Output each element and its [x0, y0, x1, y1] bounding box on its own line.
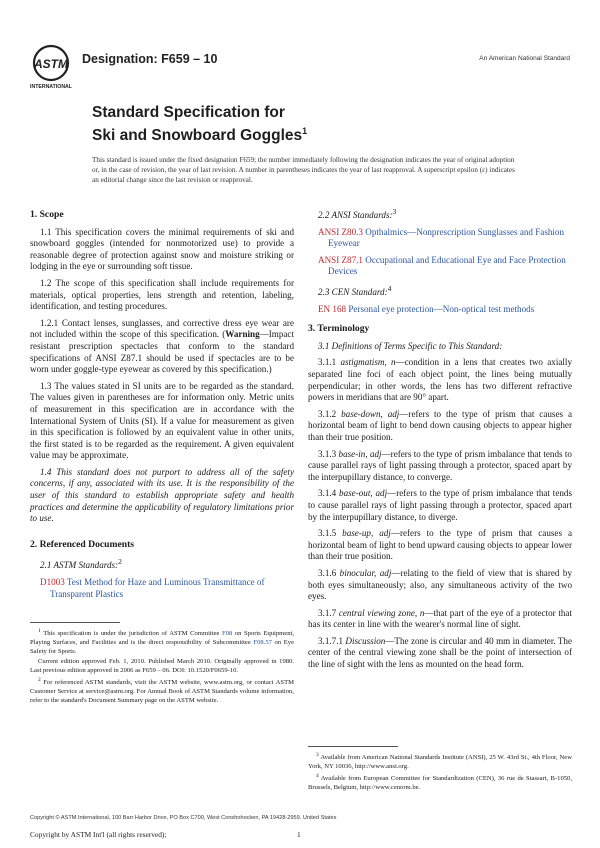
term-base-down: 3.1.2 base-down, adj—refers to the type of prism that causes a horizontal beam of light to bend down causing objects to appear higher than their true position.	[308, 408, 572, 442]
footnote-1: $^1$ This specification is under the jurisdiction of ASTM Committee F08 on Sports Equipment, Playing Surfaces, and Facilities and is the direct responsibility of Subcommittee F08.57 on Eye Safety for Sports.	[30, 628, 295, 656]
link-d1003-title[interactable]: Test Method for Haze and Luminous Transmittance of Transparent Plastics	[50, 577, 265, 599]
para-1-2-1: 1.2.1 Contact lenses, sunglasses, and corrective dress eye wear are not included within the scope of this specification. (Warning—Impact resistant prescription spectacles that conform to the standard specifications of ANSI Z87.1 should be used if spectacles are to be worn under goggle-type eyewear as covered by this specification.)	[30, 317, 294, 375]
terminology-heading: 3. Terminology	[308, 323, 370, 335]
link-en-168[interactable]: EN 168	[318, 303, 347, 314]
footnote-4: $^4$ Available from European Committee for Standardization (CEN), 36 rue de Stassart, B-1050, Brussels, Belgium, http://www.cenorm.be.	[308, 773, 572, 792]
intro-note: This standard is issued under the fixed designation F659; the number immediately following the designation indicates the year of original adoption or, in the case of revision, the year of last revision. A number in parentheses indicates the year of last reapproval. A superscript epsilon (ε) indicates an editorial change since the last revision or reapproval.	[92, 156, 515, 184]
link-ansi-z87-1-title[interactable]: Occupational and Educational Eye and Face Protection Devices	[328, 254, 566, 277]
footer-address: Copyright © ASTM International, 100 Barr Harbor Drive, PO Box C700, West Conshohocken, PA 19428-2959. United States	[30, 815, 337, 821]
para-1-4: 1.4 This standard does not purport to address all of the safety concerns, if any, associated with its use. It is the responsibility of the user of this standard to establish appropriate safety and health practices and determine the applicability of regulatory limitations prior to use.	[30, 466, 294, 524]
footnotes-left	[30, 622, 294, 706]
footer-copyright: Copyright by ASTM Int'l (all rights reserved);	[30, 830, 167, 839]
page-title	[92, 103, 307, 145]
term-binocular: 3.1.6 binocular, adj—relating to the field of view that is shared by both eyes simultaneously; also, any simultaneous activity of the two eyes.	[308, 567, 572, 602]
footnote-1-edition: Current edition approved Feb. 1, 2010. Published March 2010. Originally approved in 1980. Last previous edition approved in 2006 as F659 – 06. DOI: 10.1520/F0659-10.	[30, 658, 294, 675]
astm-logo	[30, 44, 72, 90]
right-column	[308, 206, 572, 676]
page-number: 1	[297, 830, 301, 839]
title-footnote-marker: 1	[302, 126, 308, 136]
ref-ansi-z80-3	[308, 227, 572, 250]
term-base-in: 3.1.3 base-in, adj—refers to the type of prism imbalance that tends to cause parallel rays of light passing through a protector, spaced apart by the interpupillary distance, to converge.	[308, 448, 572, 482]
term-discussion: 3.1.7.1 Discussion—The zone is circular and 40 mm in diameter. The center of the central viewing zone shall be the point of intersection of the line of sight with the lens as mounted on the head form.	[308, 635, 572, 670]
footnotes-right	[308, 746, 572, 793]
link-ansi-z87-1[interactable]: ANSI Z87.1	[318, 254, 363, 265]
logo-text: ASTM	[34, 57, 68, 71]
footnote-3: $^3$ Available from American National Standards Institute (ANSI), 25 W. 43rd St., 4th Floor, New York, NY 10036, http://www.ansi.org.	[308, 752, 572, 771]
para-2-3: 2.3 CEN Standard:$^4$	[318, 284, 392, 298]
title-line-2: Ski and Snowboard Goggles	[92, 127, 303, 145]
para-1-2: 1.2 The scope of this specification shall include requirements for materials, optical properties, lens strength and retention, labeling, identification, and testing procedures.	[30, 277, 294, 312]
para-2-1: 2.1 ASTM Standards:$^2$	[40, 557, 122, 571]
para-1-3: 1.3 The values stated in SI units are to be regarded as the standard. The values given in parentheses are for information only. Metric units of measurement in this specification are in accordance with the International System of Units (SI). If a value for measurement as given in this specification is followed by an equivalent value in other units, the first stated is to be regarded as the requirement. A given equivalent value may be approximate.	[30, 380, 294, 461]
designation: Designation: F659 – 10	[82, 52, 218, 66]
term-base-up: 3.1.5 base-up, adj—refers to the type of prism that causes a horizontal beam of light to bend upward causing objects to appear lower than their true position.	[308, 528, 572, 562]
link-ansi-z80-3[interactable]: ANSI Z80.3	[318, 226, 363, 237]
ref-en-168	[308, 304, 572, 316]
link-ansi-z80-3-title[interactable]: Opthalmics—Nonprescription Sunglasses and Fashion Eyewear	[328, 226, 565, 249]
ref-ansi-z87-1	[308, 255, 572, 278]
term-base-out: 3.1.4 base-out, adj—refers to the type of prism imbalance that tends to cause parallel rays of light passing through a protector, spaced apart by the interpupillary distance, to diverge.	[308, 488, 572, 522]
footnote-2: $^2$ For referenced ASTM standards, visit the ASTM website, www.astm.org, or contact ASTM Customer Service at service@astm.org. For Annual Book of ASTM Standards volume information, refer to the standard's Document Summary page on the ASTM website.	[30, 677, 294, 705]
warning-label: Warning	[225, 329, 260, 340]
para-2-2: 2.2 ANSI Standards:$^3$	[318, 207, 397, 221]
ref-d1003	[30, 577, 294, 600]
term-central-viewing-zone: 3.1.7 central viewing zone, n—that part of the eye of a protector that has its center in line with the wearer's normal line of sight.	[308, 607, 572, 630]
link-en-168-title[interactable]: Personal eye protection—Non-optical test methods	[348, 303, 535, 314]
logo-subtext: INTERNATIONAL	[30, 84, 72, 90]
link-f08-57[interactable]: F08.57	[253, 639, 272, 647]
term-astigmatism: 3.1.1 astigmatism, n—condition in a lens that creates two axially separated line foci of each object point, the lines being mutually perpendicular; in other words, the lens has two different refractive powers in meridians that are 90° apart.	[308, 357, 572, 403]
para-1-1: 1.1 This specification covers the minimal requirements of ski and snowboard goggles (intended for nonmotorized use) to provide a reasonable degree of protection against snow and moisture striking or lodging in the eye or surrounding soft tissue.	[30, 226, 294, 272]
scope-heading: 1. Scope	[30, 209, 64, 220]
para-3-1: 3.1 Definitions of Terms Specific to This Standard:	[318, 340, 503, 351]
ref-docs-heading: 2. Referenced Documents	[30, 538, 134, 550]
national-standard-label: An American National Standard	[479, 55, 570, 62]
link-f08[interactable]: F08	[222, 630, 233, 638]
title-line-1: Standard Specification for	[92, 104, 285, 121]
left-column	[30, 206, 294, 605]
link-d1003[interactable]: D1003	[40, 577, 65, 588]
